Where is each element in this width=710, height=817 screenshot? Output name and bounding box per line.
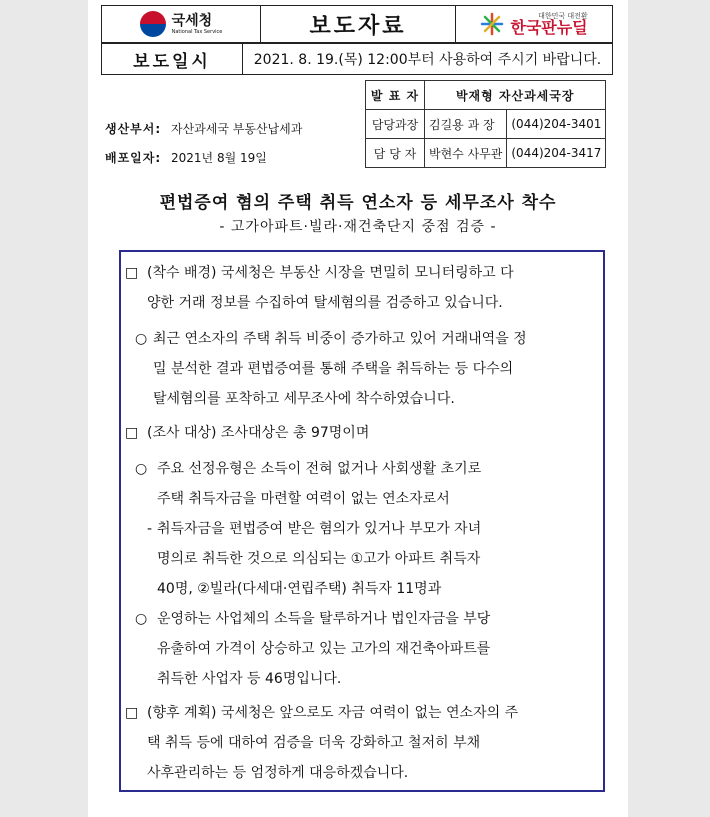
- body-line: 취득한 사업자 등 46명입니다.: [157, 671, 342, 687]
- body-line: 취득자금을 편법증여 받은 혐의가 있거나 부모가 자녀: [157, 521, 482, 537]
- body-line: 명의로 취득한 것으로 의심되는 ①고가 아파트 취득자: [157, 551, 481, 567]
- new-deal-name: 한국판뉴딜: [510, 17, 588, 37]
- contact-person: 박현수 사무관: [425, 139, 507, 168]
- body-line: 최근 연소자의 주택 취득 비중이 증가하고 있어 거래내역을 정: [153, 331, 527, 347]
- body-line: 운영하는 사업체의 소득을 탈루하거나 법인자금을 부당: [157, 611, 491, 627]
- summary-box: [119, 250, 605, 792]
- body-line: (조사 대상) 조사대상은 총 97명이며: [147, 425, 370, 441]
- page-title: 보도자료: [261, 6, 456, 42]
- circle-bullet-icon: ○: [135, 611, 148, 627]
- section-future-plan: [125, 698, 518, 788]
- document-subtitle: - 고가아파트·빌라·재건축단지 중점 검증 -: [219, 219, 497, 235]
- header-bar: [101, 5, 613, 43]
- dept-label: 생산부서:: [105, 122, 162, 136]
- body-line: 사후관리하는 등 엄정하게 대응하겠습니다.: [147, 765, 409, 781]
- contact-role: 발 표 자: [366, 81, 425, 110]
- taegeuk-icon: [140, 11, 166, 37]
- circle-bullet-icon: ○: [135, 461, 148, 477]
- body-line: 양한 거래 정보를 수집하여 탈세혐의를 검증하고 있습니다.: [147, 295, 503, 311]
- checkbox-square-icon: □: [125, 265, 139, 281]
- date-label: 배포일자:: [105, 151, 162, 165]
- contact-person: 박재형 자산과세국장: [425, 81, 606, 110]
- release-label: 보도일시: [102, 44, 243, 74]
- circle-bullet-icon: ○: [135, 331, 148, 347]
- body-line: 주요 선정유형은 소득이 전혀 없거나 사회생활 초기로: [157, 461, 482, 477]
- body-line: 택 취득 등에 대하여 검증을 더욱 강화하고 철저히 부채: [147, 735, 481, 751]
- body-line: 주택 취득자금을 마련할 여력이 없는 연소자로서: [157, 491, 450, 507]
- body-line: 유출하여 가격이 상승하고 있는 고가의 재건축아파트를: [157, 641, 491, 657]
- document-title: 편법증여 혐의 주택 취득 연소자 등 세무조사 착수: [159, 193, 557, 213]
- body-line: (착수 배경) 국세청은 부동산 시장을 면밀히 모니터링하고 다: [147, 265, 514, 281]
- contact-row: [366, 139, 606, 168]
- korean-new-deal-logo: [456, 6, 612, 42]
- contact-role: 담 당 자: [366, 139, 425, 168]
- nts-logo-english: National Tax Service: [171, 28, 223, 35]
- nts-logo-korean: 국세청: [171, 12, 213, 29]
- new-deal-tagline: 대한민국 대전환: [538, 11, 588, 20]
- section-targets: [125, 418, 369, 448]
- dash-bullet-icon: -: [147, 521, 153, 537]
- bullet-business-owners: [135, 604, 490, 694]
- body-line: 밀 분석한 결과 편법증여를 통해 주택을 취득하는 등 다수의: [153, 361, 514, 377]
- contact-person: 김길용 과 장: [425, 110, 507, 139]
- bullet-recent-trend: [135, 324, 527, 414]
- contact-row: [366, 110, 606, 139]
- checkbox-square-icon: □: [125, 705, 139, 721]
- dept-line: [105, 120, 302, 137]
- release-value: 2021. 8. 19.(목) 12:00부터 사용하여 주시기 바랍니다.: [253, 52, 602, 68]
- section-background: [125, 258, 514, 318]
- dept-value: 자산과세국 부동산납세과: [171, 122, 303, 136]
- contact-phone: (044)204-3417: [507, 139, 606, 168]
- dash-item-acquirers: [147, 514, 481, 604]
- bullet-selection-type: [135, 454, 481, 514]
- checkbox-square-icon: □: [125, 425, 139, 441]
- contact-table: [365, 80, 606, 168]
- contact-row: [366, 81, 606, 110]
- contact-phone: (044)204-3401: [507, 110, 606, 139]
- body-line: 탈세혐의를 포착하고 세무조사에 착수하였습니다.: [153, 391, 455, 407]
- date-line: [105, 149, 267, 166]
- contact-role: 담당과장: [366, 110, 425, 139]
- nts-logo: [102, 6, 261, 42]
- release-row: [101, 43, 613, 75]
- date-value: 2021년 8월 19일: [171, 151, 267, 165]
- new-deal-star-icon: [480, 12, 504, 36]
- body-line: 40명, ②빌라(다세대·연립주택) 취득자 11명과: [157, 581, 442, 597]
- body-line: (향후 계획) 국세청은 앞으로도 자금 여력이 없는 연소자의 주: [147, 705, 519, 721]
- press-release-page: [88, 0, 628, 817]
